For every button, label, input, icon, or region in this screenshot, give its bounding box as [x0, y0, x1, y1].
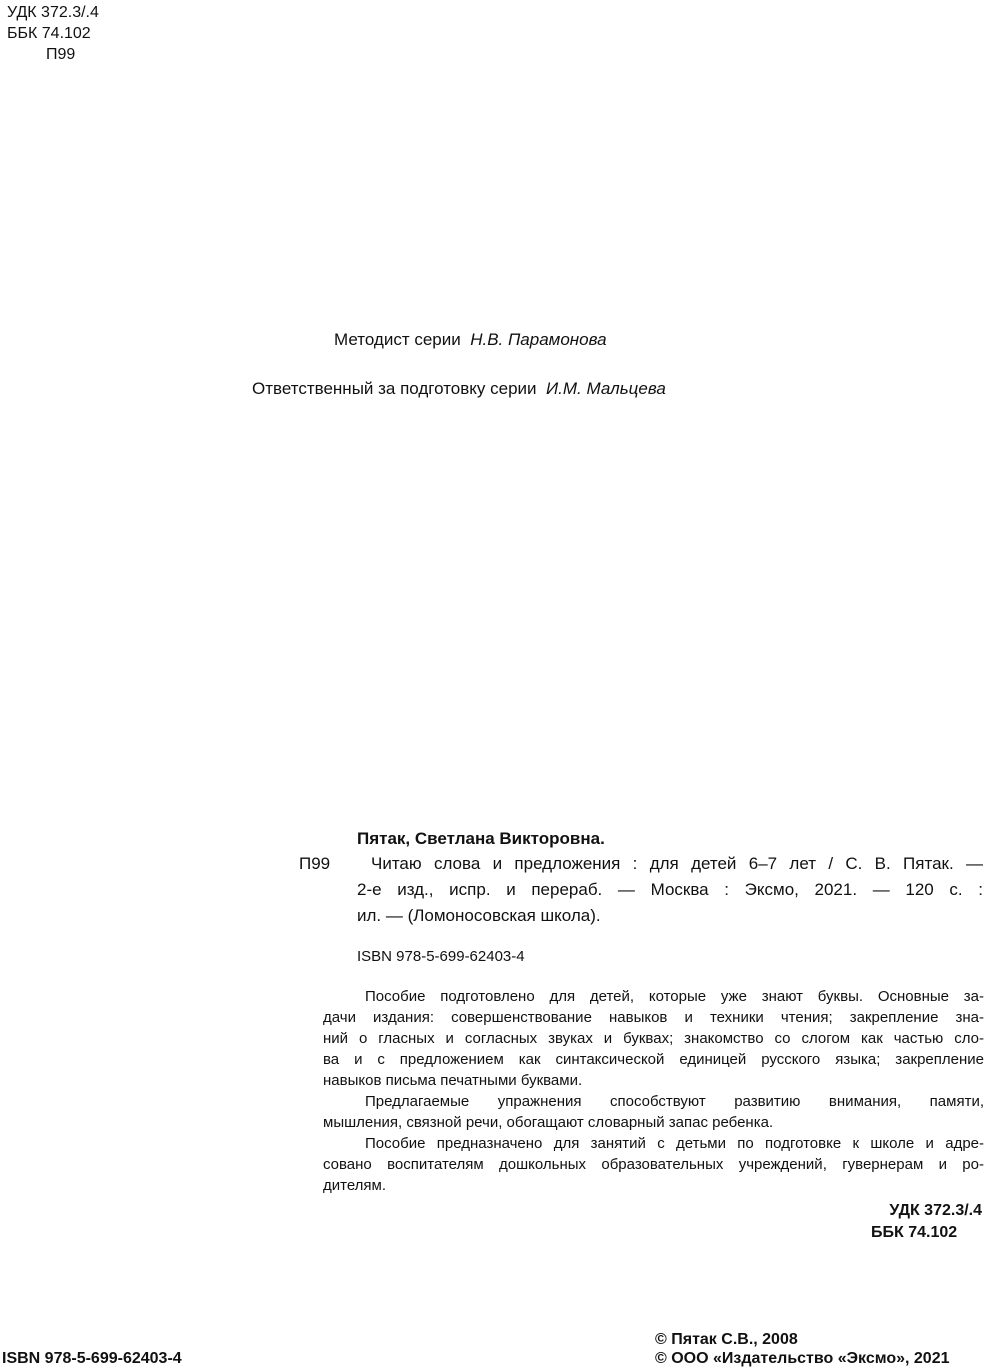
- annotation-line-4: ва и с предложением как синтаксической единицей русского языка; закрепление: [323, 1051, 984, 1068]
- bib-line-3: ил. — (Ломоносовская школа).: [357, 906, 601, 925]
- author-heading: Пятак, Светлана Викторовна.: [357, 829, 605, 848]
- annotation-line-6: Предлагаемые упражнения способствуют развитию внимания, памяти,: [365, 1093, 984, 1110]
- responsible-label: Ответственный за подготовку серии: [252, 379, 537, 398]
- annotation-line-8: Пособие предназначено для занятий с детьми по подготовке к школе и адре-: [365, 1135, 984, 1152]
- copyright-publisher: © ООО «Издательство «Эксмо», 2021: [655, 1350, 950, 1367]
- author-sign: П99: [299, 854, 331, 873]
- copyright-author: © Пятак С.В., 2008: [655, 1331, 798, 1348]
- annotation-line-10: дителям.: [323, 1177, 387, 1194]
- udk-code-top: УДК 372.3/.4: [7, 4, 99, 21]
- bib-line-2: 2-е изд., испр. и перераб. — Москва : Эксмо, 2021. — 120 с. :: [357, 880, 983, 899]
- responsible-name: И.М. Мальцева: [546, 379, 666, 398]
- isbn-record: ISBN 978-5-699-62403-4: [357, 948, 525, 965]
- annotation-line-3: ний о гласных и согласных звуках и буквах; знакомство со слогом как частью сло-: [323, 1030, 984, 1047]
- methodist-name: Н.В. Парамонова: [470, 330, 607, 349]
- author-sign-top: П99: [46, 46, 76, 63]
- annotation-line-2: дачи издания: совершенствование навыков и техники чтения; закрепление зна-: [323, 1009, 984, 1026]
- isbn-footer: ISBN 978-5-699-62403-4: [2, 1350, 182, 1367]
- annotation-line-7: мышления, связной речи, обогащают словарный запас ребенка.: [323, 1114, 774, 1131]
- bbk-code-bottom: ББК 74.102: [871, 1224, 958, 1241]
- bbk-code-top: ББК 74.102: [7, 25, 91, 42]
- annotation-line-1: Пособие подготовлено для детей, которые уже знают буквы. Основные за-: [365, 988, 984, 1005]
- annotation-line-5: навыков письма печатными буквами.: [323, 1072, 583, 1089]
- methodist-label: Методист серии: [334, 330, 461, 349]
- responsible-credit: [252, 379, 666, 399]
- annotation-line-9: совано воспитателям дошкольных образовательных учреждений, гувернерам и ро-: [323, 1156, 984, 1173]
- methodist-credit: [334, 330, 607, 350]
- bib-line-1: Читаю слова и предложения : для детей 6–7 лет / С. В. Пятак. —: [371, 854, 983, 873]
- udk-code-bottom: УДК 372.3/.4: [889, 1202, 982, 1219]
